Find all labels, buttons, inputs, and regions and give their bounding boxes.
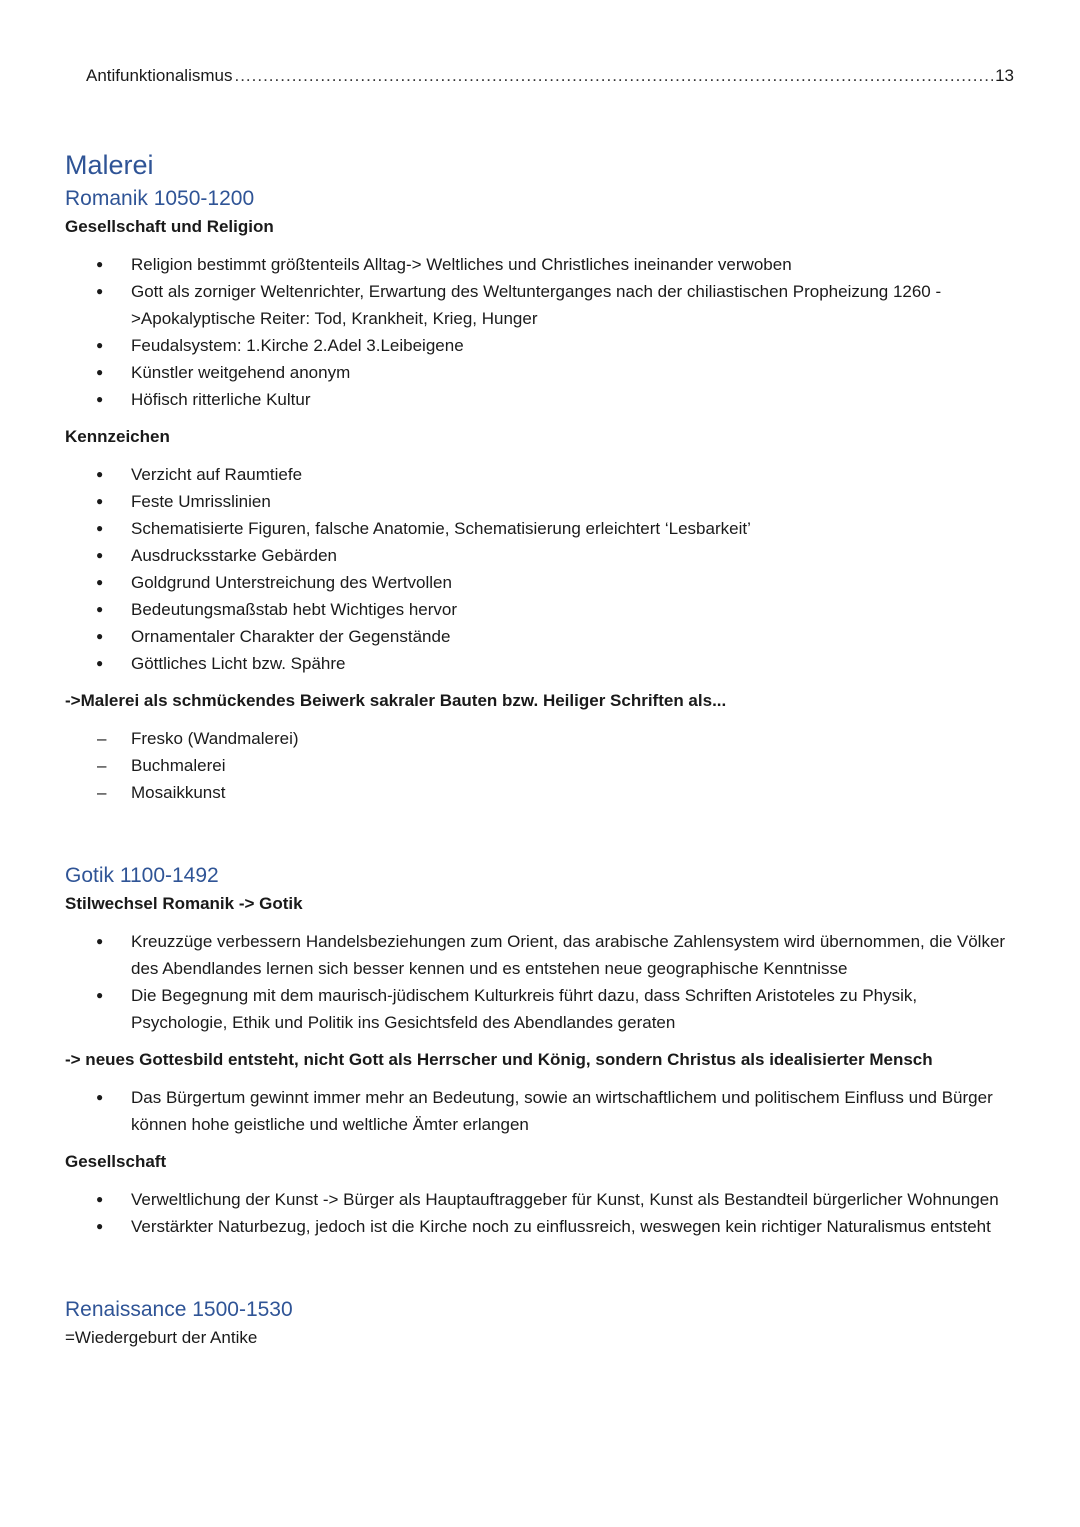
- list-item: – Mosaikkunst: [65, 779, 1015, 806]
- list-item: ● Feste Umrisslinien: [65, 488, 1015, 515]
- gottesbild-statement: -> neues Gottesbild entsteht, nicht Gott als Herrscher und König, sondern Christus als idealisierter Mensch: [65, 1050, 933, 1069]
- list-gesellschaft-religion: [65, 251, 1015, 413]
- subheading-renaissance: Renaissance 1500-1530: [65, 1298, 293, 1321]
- list-item: ● Künstler weitgehend anonym: [65, 359, 1015, 386]
- list-item: ● Das Bürgertum gewinnt immer mehr an Bedeutung, sowie an wirtschaftlichem und politischem Einfluss und Bürger können hohe geistliche und weltliche Ämter erlangen: [65, 1084, 1015, 1138]
- list-item: ● Verstärkter Naturbezug, jedoch ist die Kirche noch zu einflussreich, weswegen kein richtiger Naturalismus entsteht: [65, 1213, 1015, 1240]
- list-item: ● Bedeutungsmaßstab hebt Wichtiges hervor: [65, 596, 1015, 623]
- list-gesellschaft: [65, 1186, 1015, 1240]
- list-item: ● Ornamentaler Charakter der Gegenstände: [65, 623, 1015, 650]
- document-body: [65, 150, 1015, 1348]
- toc-entry[interactable]: [86, 66, 1014, 86]
- list-stilwechsel: [65, 928, 1015, 1036]
- list-item: ● Feudalsystem: 1.Kirche 2.Adel 3.Leibeigene: [65, 332, 1015, 359]
- list-item: ● Höfisch ritterliche Kultur: [65, 386, 1015, 413]
- toc-entry-page: 13: [995, 66, 1014, 85]
- list-kennzeichen: [65, 461, 1015, 677]
- list-buergertum: [65, 1084, 1015, 1138]
- list-item: ● Religion bestimmt größtenteils Alltag-> Weltliches und Christliches ineinander verwoben: [65, 251, 1015, 278]
- list-item: ● Schematisierte Figuren, falsche Anatomie, Schematisierung erleichtert ‘Lesbarkeit’: [65, 515, 1015, 542]
- list-item: – Buchmalerei: [65, 752, 1015, 779]
- subheading-romanik: Romanik 1050-1200: [65, 187, 255, 210]
- list-item: – Fresko (Wandmalerei): [65, 725, 1015, 752]
- conclusion-romanik: ->Malerei als schmückendes Beiwerk sakraler Bauten bzw. Heiliger Schriften als...: [65, 691, 727, 710]
- list-forms: [65, 725, 1015, 806]
- section-heading-malerei: Malerei: [65, 150, 154, 180]
- list-item: ● Die Begegnung mit dem maurisch-jüdischem Kulturkreis führt dazu, dass Schriften Aristoteles zu Physik, Psychologie, Ethik und Politik ins Gesichtsfeld des Abendlandes geraten: [65, 982, 1015, 1036]
- heading-gesellschaft-religion: Gesellschaft und Religion: [65, 217, 274, 236]
- toc-entry-label: Antifunktionalismus: [86, 66, 233, 85]
- list-item: ● Göttliches Licht bzw. Spähre: [65, 650, 1015, 677]
- heading-gesellschaft: Gesellschaft: [65, 1152, 167, 1171]
- list-item: ● Gott als zorniger Weltenrichter, Erwartung des Weltunterganges nach der chiliastischen Propheizung 1260 ->Apokalyptische Reiter: Tod, Krankheit, Krieg, Hunger: [65, 278, 1015, 332]
- renaissance-subtitle: =Wiedergeburt der Antike: [65, 1328, 258, 1347]
- heading-kennzeichen: Kennzeichen: [65, 427, 170, 446]
- list-item: ● Kreuzzüge verbessern Handelsbeziehungen zum Orient, das arabische Zahlensystem wird übernommen, die Völker des Abendlandes lernen sich besser kennen und es entstehen neue geographische Kenntnisse: [65, 928, 1015, 982]
- list-item: ● Verweltlichung der Kunst -> Bürger als Hauptauftraggeber für Kunst, Kunst als Bestandteil bürgerlicher Wohnungen: [65, 1186, 1015, 1213]
- list-item: ● Goldgrund Unterstreichung des Wertvollen: [65, 569, 1015, 596]
- list-item: ● Verzicht auf Raumtiefe: [65, 461, 1015, 488]
- heading-stilwechsel: Stilwechsel Romanik -> Gotik: [65, 894, 303, 913]
- subheading-gotik: Gotik 1100-1492: [65, 864, 219, 887]
- toc-leader-dots: [234, 66, 993, 86]
- list-item: ● Ausdrucksstarke Gebärden: [65, 542, 1015, 569]
